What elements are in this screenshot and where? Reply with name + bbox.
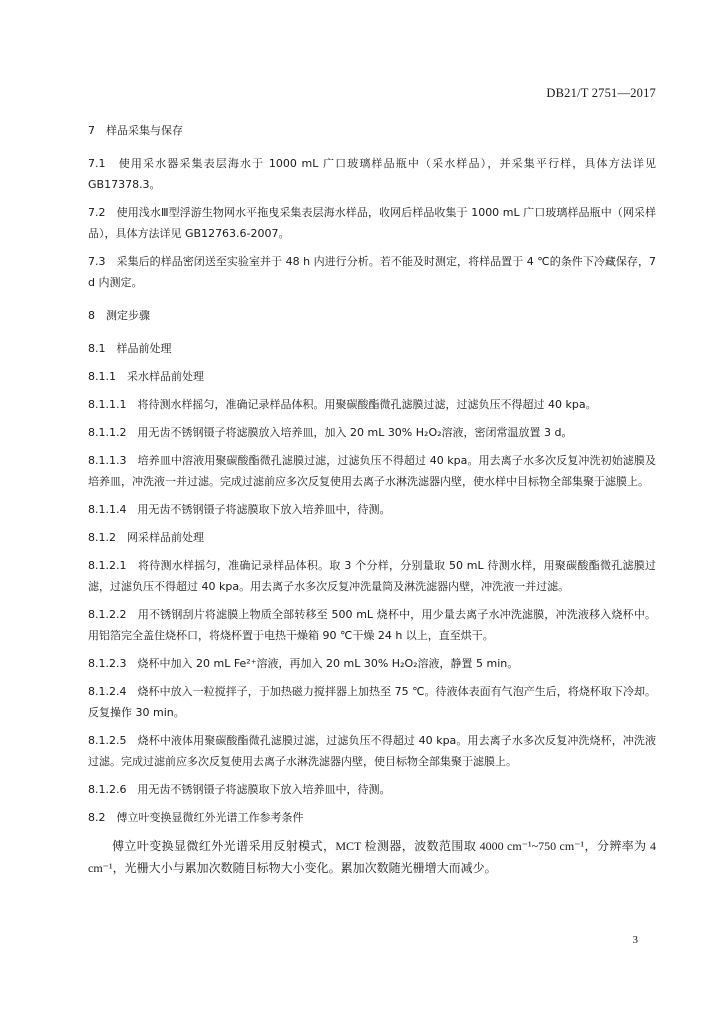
clause-8-1-2-4: 8.1.2.4 烧杯中放入一粒搅拌子，于加热磁力搅拌器上加热至 75 ℃。待液体表面有气泡产生后，将烧杯取下冷却。反复操作 30 min。 (88, 685, 656, 719)
section-heading-8-1-1: 8.1.1 采水样品前处理 (88, 370, 204, 383)
clause-8-1-1-3: 8.1.1.3 培养皿中溶液用聚碳酸酯微孔滤膜过滤，过滤负压不得超过 40 kpa。用去离子水多次反复冲洗初始滤膜及培养皿，冲洗液一并过滤。完成过滤前应多次反复使用去离子水淋洗滤器内壁，使水样中目标物全部集聚于滤膜上。 (88, 454, 656, 488)
clause-8-1-2-3: 8.1.2.3 烧杯中加入 20 mL Fe²⁺溶液，再加入 20 mL 30% H₂O₂溶液，静置 5 min。 (88, 657, 519, 670)
section-heading-8-1: 8.1 样品前处理 (88, 342, 172, 355)
clause-8-1-2-2: 8.1.2.2 用不锈钢刮片将滤膜上物质全部转移至 500 mL 烧杯中，用少量去离子水冲洗滤膜，冲洗液移入烧杯中。用铝箔完全盖住烧杯口，将烧杯置于电热干燥箱 90 ℃干燥 24 h 以上，直至烘干。 (88, 608, 656, 642)
section-heading-8-2: 8.2 傅立叶变换显微红外光谱工作参考条件 (88, 811, 304, 824)
page-number: 3 (632, 934, 638, 946)
clause-8-1-1-2: 8.1.1.2 用无齿不锈钢镊子将滤膜放入培养皿，加入 20 mL 30% H₂O₂溶液，密闭常温放置 3 d。 (88, 426, 573, 439)
clause-8-1-2-1: 8.1.2.1 将待测水样摇匀，准确记录样品体积。取 3 个分样，分别量取 50 mL 待测水样，用聚碳酸酯微孔滤膜过滤，过滤负压不得超过 40 kpa。用去离子水多次反复冲洗量筒及淋洗滤器内壁，冲洗液一并过滤。 (88, 559, 656, 593)
clause-7-1: 7.1 使用采水器采集表层海水于 1000 mL 广口玻璃样品瓶中（采水样品），并采集平行样，具体方法详见 GB17378.3。 (88, 157, 656, 191)
clause-7-2: 7.2 使用浅水Ⅲ型浮游生物网水平拖曳采集表层海水样品，收网后样品收集于 1000 mL 广口玻璃样品瓶中（网采样品），具体方法详见 GB12763.6-2007。 (88, 206, 656, 240)
clause-8-1-2-5: 8.1.2.5 烧杯中液体用聚碳酸酯微孔滤膜过滤，过滤负压不得超过 40 kpa。用去离子水多次反复冲洗烧杯，冲洗液过滤。完成过滤前应多次反复使用去离子水淋洗滤器内壁，使目标物全部集聚于滤膜上。 (88, 734, 656, 768)
standard-code: DB21/T 2751—2017 (546, 86, 656, 100)
paragraph-ftir-conditions: 傅立叶变换显微红外光谱采用反射模式，MCT 检测器，波数范围取 4000 cm⁻¹~750 cm⁻¹，分辨率为 4 cm⁻¹，光栅大小与累加次数随目标物大小变化。累加次数随光栅增大而减少。 (88, 839, 656, 875)
clause-8-1-1-4: 8.1.1.4 用无齿不锈钢镊子将滤膜取下放入培养皿中，待测。 (88, 503, 391, 516)
section-heading-8: 8 测定步骤 (88, 309, 150, 322)
document-body (88, 120, 656, 891)
clause-7-3: 7.3 采集后的样品密闭送至实验室并于 48 h 内进行分析。若不能及时测定，将样品置于 4 ℃的条件下冷藏保存，7 d 内测定。 (88, 255, 656, 289)
section-heading-8-1-2: 8.1.2 网采样品前处理 (88, 531, 204, 544)
clause-8-1-2-6: 8.1.2.6 用无齿不锈钢镊子将滤膜取下放入培养皿中，待测。 (88, 783, 391, 796)
section-heading-7: 7 样品采集与保存 (88, 124, 183, 137)
clause-8-1-1-1: 8.1.1.1 将待测水样摇匀，准确记录样品体积。用聚碳酸酯微孔滤膜过滤，过滤负压不得超过 40 kpa。 (88, 398, 597, 411)
